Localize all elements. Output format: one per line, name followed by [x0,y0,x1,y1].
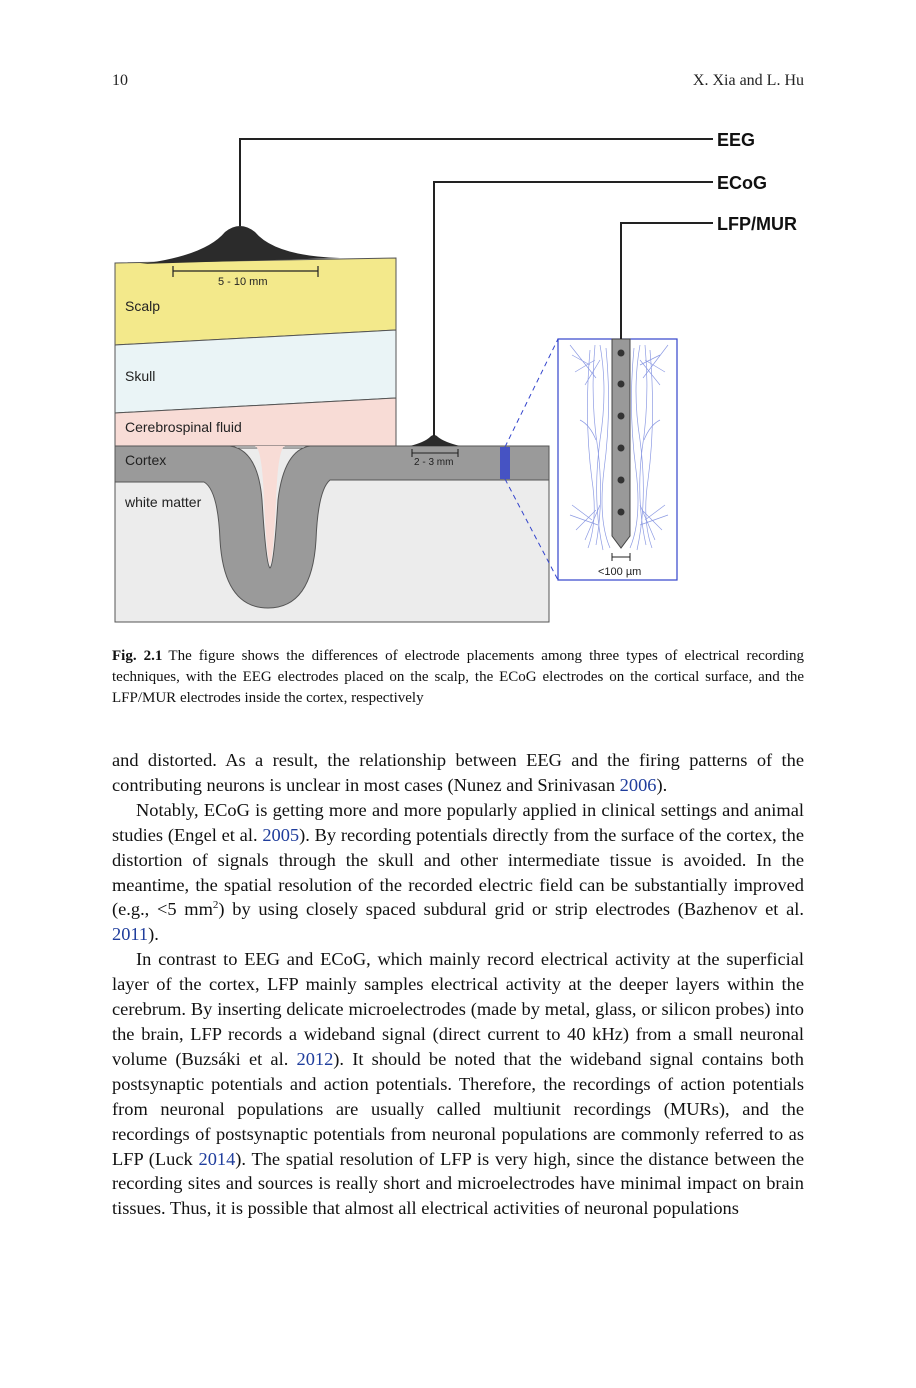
zoom-line-top [505,339,558,447]
paragraph-1: and distorted. As a result, the relationship between EEG and the firing patterns of the contributing neurons is unclear in most cases (Nunez and Srinivasan 2006). [112,750,804,795]
page-number: 10 [112,72,128,89]
figure-electrode-placement [0,0,916,640]
csf-label: Cerebrospinal fluid [125,419,242,435]
lfp-wire [621,223,713,339]
paragraph-2: Notably, ECoG is getting more and more popularly applied in clinical settings and animal studies (Engel et al. 2005). By recording potentials directly from the surface of the cortex, the distortion of signals through the skull and other intermediate tissue is avoided. In the meantime, the spatial resolution of the recorded electric field can be substantially improved (e.g., <5 $mm^2$) by using closely spaced subdural grid or strip electrodes (Bazhenov et al. 2011). [112,799,804,945]
white-matter-label: white matter [125,494,202,510]
scalp-label: Scalp [125,298,161,314]
figure-caption-label: Fig. 2.1 [112,648,163,664]
ecog-scale-label: 2 - 3 mm [414,457,454,468]
cortical-column-highlight [500,447,510,479]
lfp-scale-label: <100 µm [598,566,642,578]
eeg-label: EEG [717,130,756,150]
citation-link[interactable]: 2006 [619,774,657,795]
running-head-authors: X. Xia and L. Hu [692,72,804,89]
ecog-electrode [410,435,460,446]
skull-label: Skull [125,368,156,384]
lfp-label: LFP/MUR [717,214,797,234]
paragraph-3: In contrast to EEG and ECoG, which mainly record electrical activity at the superficial layer of the cortex, LFP mainly samples electrical activity at the deeper layers within the cerebrum. By inserting delicate microelectrodes (made by metal, glass, or silicon probes) into the brain, LFP records a wideband signal (direct current to 40 kHz) from a small neuronal volume (Buzsáki et al. 2012). It should be noted that the wideband signal contains both postsynaptic potentials and action potentials. Therefore, the recordings of action potentials from neuronal populations are usually called multiunit recordings (MURs), and the recordings of postsynaptic potentials from neuronal populations are commonly referred to as LFP (Luck 2014). The spatial resolution of LFP is very high, since the distance between the recording sites and sources is really short and microelectrodes have minimal impact on brain tissues. Thus, it is possible that almost all electrical activities of neuronal populations [112,949,804,1219]
cortex-label: Cortex [125,452,167,468]
citation-link[interactable]: 2005 [262,824,300,845]
lfp-probe [612,339,630,548]
citation-link[interactable]: 2011 [112,924,149,945]
ecog-label: ECoG [717,173,768,193]
citation-link[interactable]: 2012 [296,1048,334,1069]
eeg-scale-label: 5 - 10 mm [218,276,268,288]
figure-caption [112,646,804,709]
eeg-electrode [140,226,340,264]
citation-link[interactable]: 2014 [198,1148,236,1169]
body-text [112,748,804,1221]
figure-caption-text: The figure shows the differences of electrode placements among three types of electrical recording techniques, with the EEG electrodes placed on the scalp, the ECoG electrodes on the cortical surface, and the LFP/MUR electrodes inside the cortex, respectively [112,648,804,706]
electrode-diagram [0,0,916,640]
